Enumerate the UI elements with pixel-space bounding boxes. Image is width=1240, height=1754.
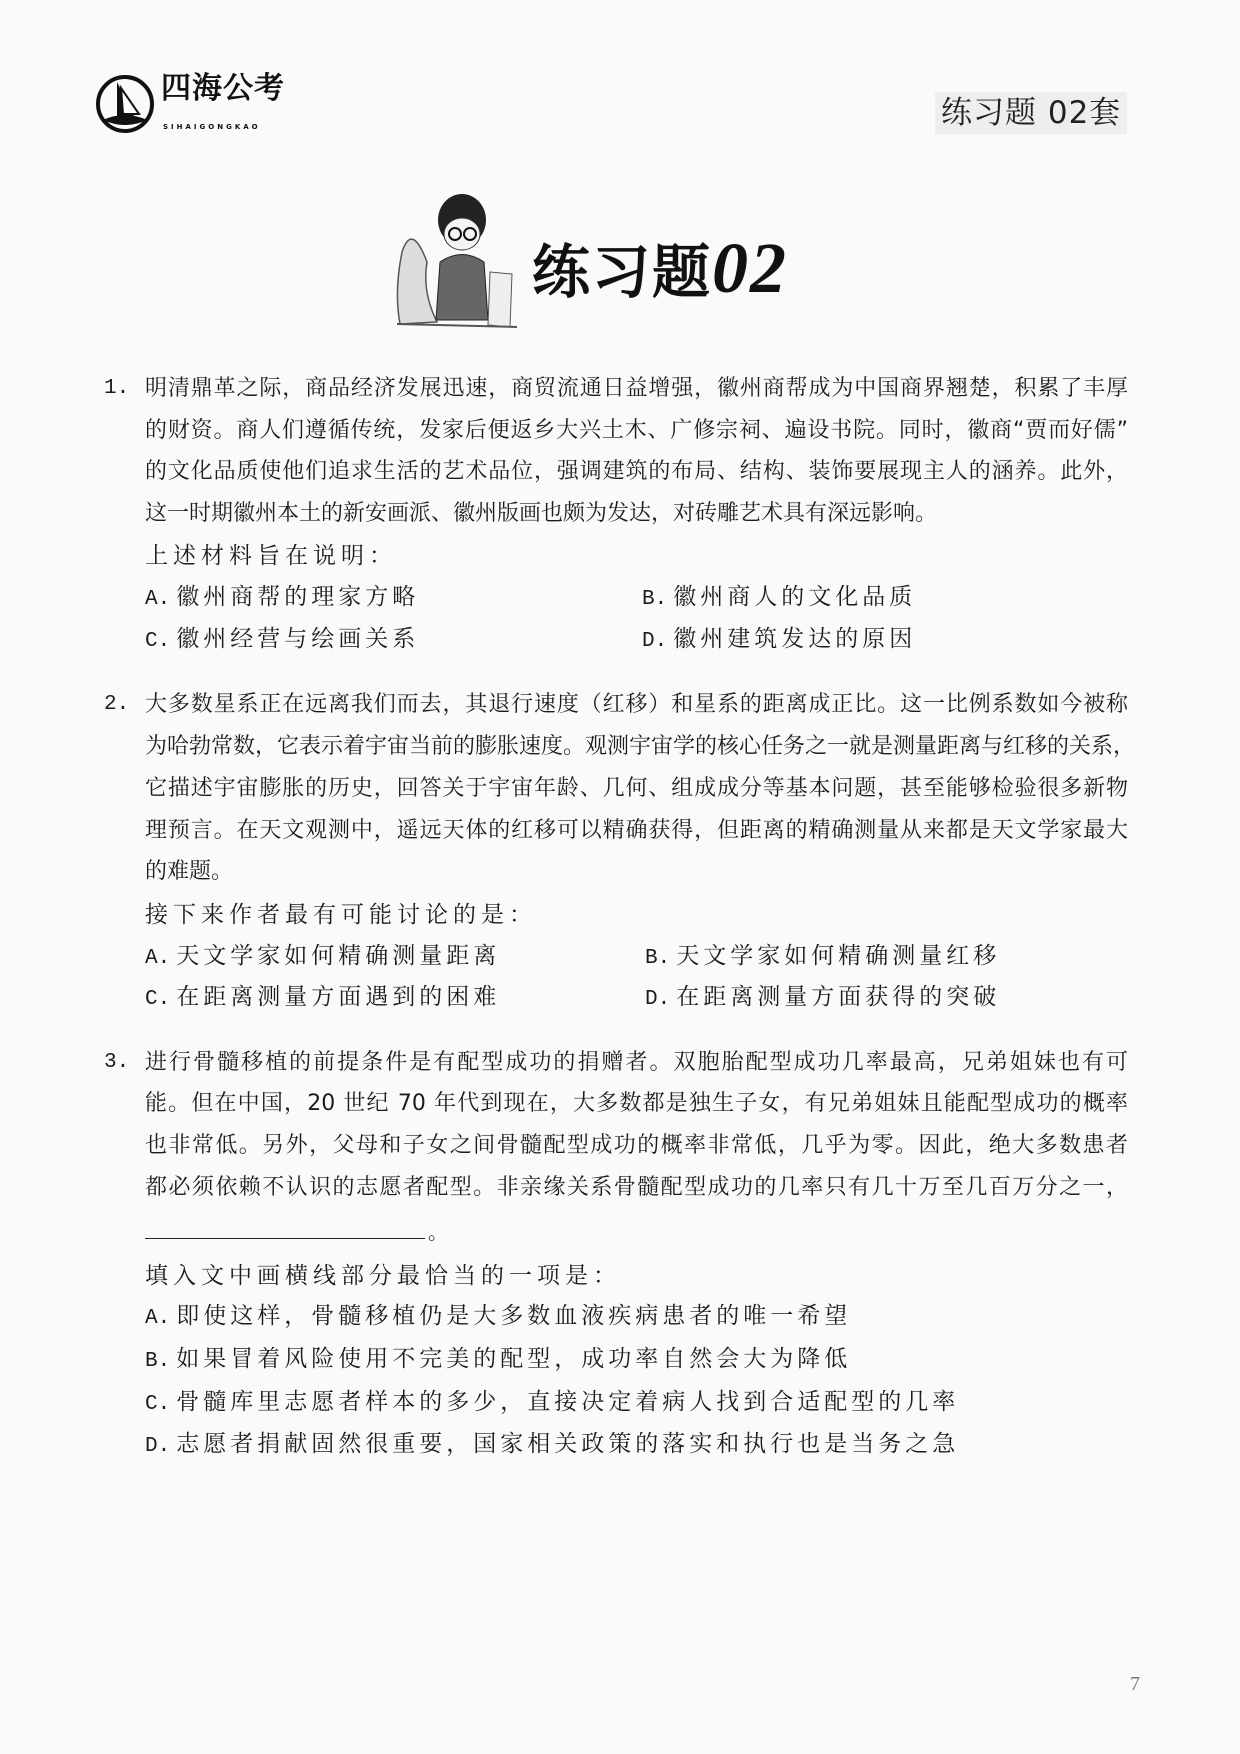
question-text-line: 的难题。	[145, 859, 234, 884]
option-a	[145, 582, 419, 615]
blank-end-period: 。	[428, 1220, 448, 1244]
question-number: 3.	[104, 1051, 130, 1074]
exercise-title-text: 练习题	[532, 238, 713, 306]
option-b	[145, 1344, 851, 1377]
option-letter: B.	[145, 1350, 171, 1373]
question-prompt: 填入文中画横线部分最恰当的一项是：	[145, 1263, 621, 1289]
set-label: 练习题 02套	[935, 92, 1127, 134]
option-text: 徽州建筑发达的原因	[673, 626, 917, 652]
option-letter: B.	[645, 947, 671, 970]
question-text-line: 能。但在中国，20 世纪 70 年代到现在，大多数都是独生子女，有兄弟姐妹且能配型成功的概率	[145, 1091, 1128, 1116]
option-b	[642, 582, 916, 615]
sail-logo-icon	[95, 74, 155, 134]
option-text: 即使这样，骨髓移植仍是大多数血液疾病患者的唯一希望	[176, 1303, 852, 1329]
option-letter: B.	[642, 588, 668, 611]
question-text-line: 这一时期徽州本土的新安画派、徽州版画也颇为发达，对砖雕艺术具有深远影响。	[145, 501, 938, 526]
option-letter: D.	[645, 988, 671, 1011]
option-letter: D.	[642, 630, 668, 653]
option-letter: A.	[145, 1307, 171, 1330]
question-text-line: 明清鼎革之际，商品经济发展迅速，商贸流通日益增强，徽州商帮成为中国商界翘楚，积累了丰厚	[145, 376, 1128, 401]
sihai-gongkao-logo	[95, 72, 305, 142]
question-text-line: 大多数星系正在远离我们而去，其退行速度（红移）和星系的距离成正比。这一比例系数如今被称	[145, 692, 1128, 717]
option-c	[145, 982, 500, 1015]
question-text-line: 的财资。商人们遵循传统，发家后便返乡大兴土木、广修宗祠、遍设书院。同时，徽商“贾而好儒”	[145, 418, 1128, 443]
option-d	[642, 624, 916, 657]
option-c	[145, 624, 419, 657]
option-text: 志愿者捐献固然很重要，国家相关政策的落实和执行也是当务之急	[176, 1431, 960, 1457]
option-text: 在距离测量方面遇到的困难	[176, 984, 501, 1010]
option-a	[145, 941, 500, 974]
option-d	[145, 1429, 959, 1462]
question-number: 1.	[104, 377, 130, 400]
question-text-line: 都必须依赖不认识的志愿者配型。非亲缘关系骨髓配型成功的几率只有几十万至几百万分之一，	[145, 1175, 1128, 1200]
question-number: 2.	[104, 693, 130, 716]
question-prompt: 上述材料旨在说明：	[145, 543, 397, 569]
option-letter: A.	[145, 947, 171, 970]
logo-text-cn: 四海公考	[161, 71, 285, 106]
question-text-line: 进行骨髓移植的前提条件是有配型成功的捐赠者。双胞胎配型成功几率最高，兄弟姐妹也有可	[145, 1050, 1128, 1075]
page-number: 7	[1130, 1673, 1140, 1695]
fill-in-blank-line	[145, 1238, 425, 1239]
option-letter: C.	[145, 1393, 171, 1416]
option-letter: D.	[145, 1435, 171, 1458]
question-text-line: 理预言。在天文观测中，遥远天体的红移可以精确获得，但距离的精确测量从来都是天文学家最大	[145, 818, 1128, 843]
option-text: 天文学家如何精确测量距离	[176, 943, 501, 969]
option-letter: C.	[145, 988, 171, 1011]
question-prompt: 接下来作者最有可能讨论的是：	[145, 902, 537, 928]
question-text-line: 的文化品质使他们追求生活的艺术品位，强调建筑的布局、结构、装饰要展现主人的涵养。此外，	[145, 459, 1128, 484]
question-text-line: 它描述宇宙膨胀的历史，回答关于宇宙年龄、几何、组成成分等基本问题，甚至能够检验很多新物	[145, 776, 1128, 801]
option-text: 徽州商人的文化品质	[673, 584, 917, 610]
logo-text-en: SIHAIGONGKAO	[163, 123, 261, 131]
option-a	[145, 1301, 851, 1334]
exercise-title	[532, 228, 788, 312]
option-text: 徽州商帮的理家方略	[176, 584, 420, 610]
option-text: 如果冒着风险使用不完美的配型，成功率自然会大为降低	[176, 1346, 852, 1372]
question-text-line: 也非常低。另外，父母和子女之间骨髓配型成功的概率非常低，几乎为零。因此，绝大多数患者	[145, 1133, 1128, 1158]
option-letter: C.	[145, 630, 171, 653]
option-text: 天文学家如何精确测量红移	[676, 943, 1001, 969]
option-b	[645, 941, 1000, 974]
option-text: 在距离测量方面获得的突破	[676, 984, 1001, 1010]
question-text-line: 为哈勃常数，它表示着宇宙当前的膨胀速度。观测宇宙学的核心任务之一就是测量距离与红移的关系，	[145, 734, 1136, 759]
option-letter: A.	[145, 588, 171, 611]
option-c	[145, 1387, 959, 1420]
option-d	[645, 982, 1000, 1015]
exercise-title-number: 02	[712, 228, 789, 308]
option-text: 徽州经营与绘画关系	[176, 626, 420, 652]
teacher-mascot-icon	[392, 192, 522, 332]
option-text: 骨髓库里志愿者样本的多少，直接决定着病人找到合适配型的几率	[176, 1389, 960, 1415]
